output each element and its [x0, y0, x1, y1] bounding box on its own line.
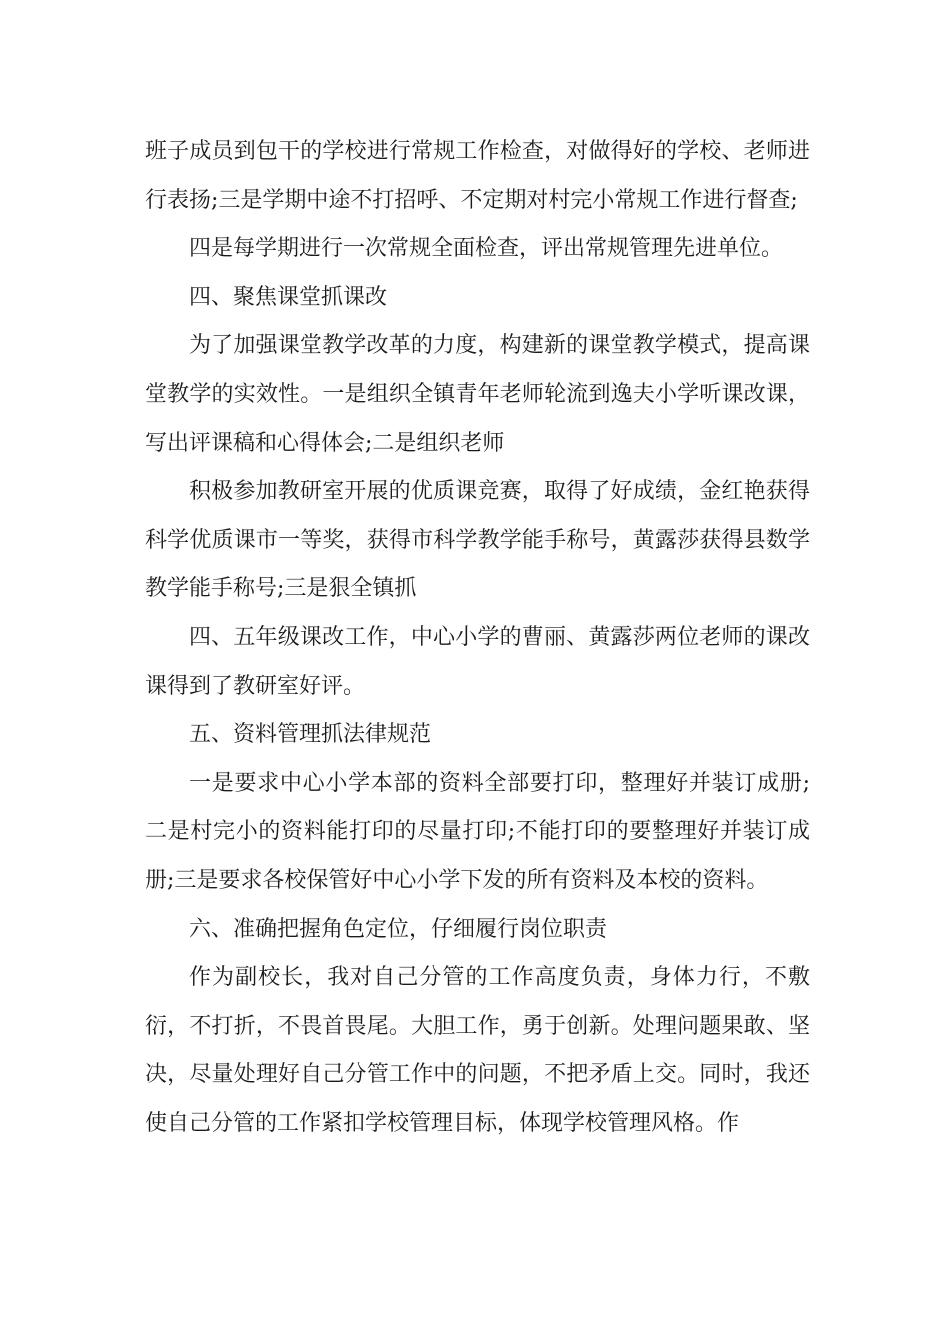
document-body: [145, 128, 810, 1148]
section-heading-role-positioning: 六、准确把握角色定位，仔细履行岗位职责: [189, 916, 608, 942]
paragraph-competition-results: 积极参加教研室开展的优质课竞赛，取得了好成绩，金红艳获得科学优质课市一等奖，获得市科学教学能手称号，黄露莎获得县数学教学能手称号;三是狠全镇抓: [145, 479, 810, 602]
paragraph-semester-check: 四是每学期进行一次常规全面检查，评出常规管理先进单位。: [189, 236, 784, 262]
section-heading-records-management: 五、资料管理抓法律规范: [189, 722, 432, 748]
paragraph-classroom-reform: 为了加强课堂教学改革的力度，构建新的课堂教学模式，提高课堂教学的实效性。一是组织全镇青年老师轮流到逸夫小学听课改课，写出评课稿和心得体会;二是组织老师: [145, 333, 810, 456]
section-heading-classroom-reform: 四、聚焦课堂抓课改: [189, 284, 388, 310]
paragraph-inspection-continued: 班子成员到包干的学校进行常规工作检查，对做得好的学校、老师进行表扬;三是学期中途不打招呼、不定期对村完小常规工作进行督查;: [145, 139, 810, 213]
paragraph-grade-reform: 四、五年级课改工作，中心小学的曹丽、黄露莎两位老师的课改课得到了教研室好评。: [145, 624, 810, 699]
paragraph-records-management: 一是要求中心小学本部的资料全部要打印，整理好并装订成册;二是村完小的资料能打印的尽量打印;不能打印的要整理好并装订成册;三是要求各校保管好中心小学下发的所有资料及本校的资料。: [145, 770, 810, 893]
paragraph-role-positioning: 作为副校长，我对自己分管的工作高度负责，身体力行，不敷衍，不打折，不畏首畏尾。大胆工作，勇于创新。处理问题果敢、坚决，尽量处理好自己分管工作中的问题，不把矛盾上交。同时，我还使自己分管的工作紧扣学校管理目标，体现学校管理风格。作: [145, 965, 810, 1136]
